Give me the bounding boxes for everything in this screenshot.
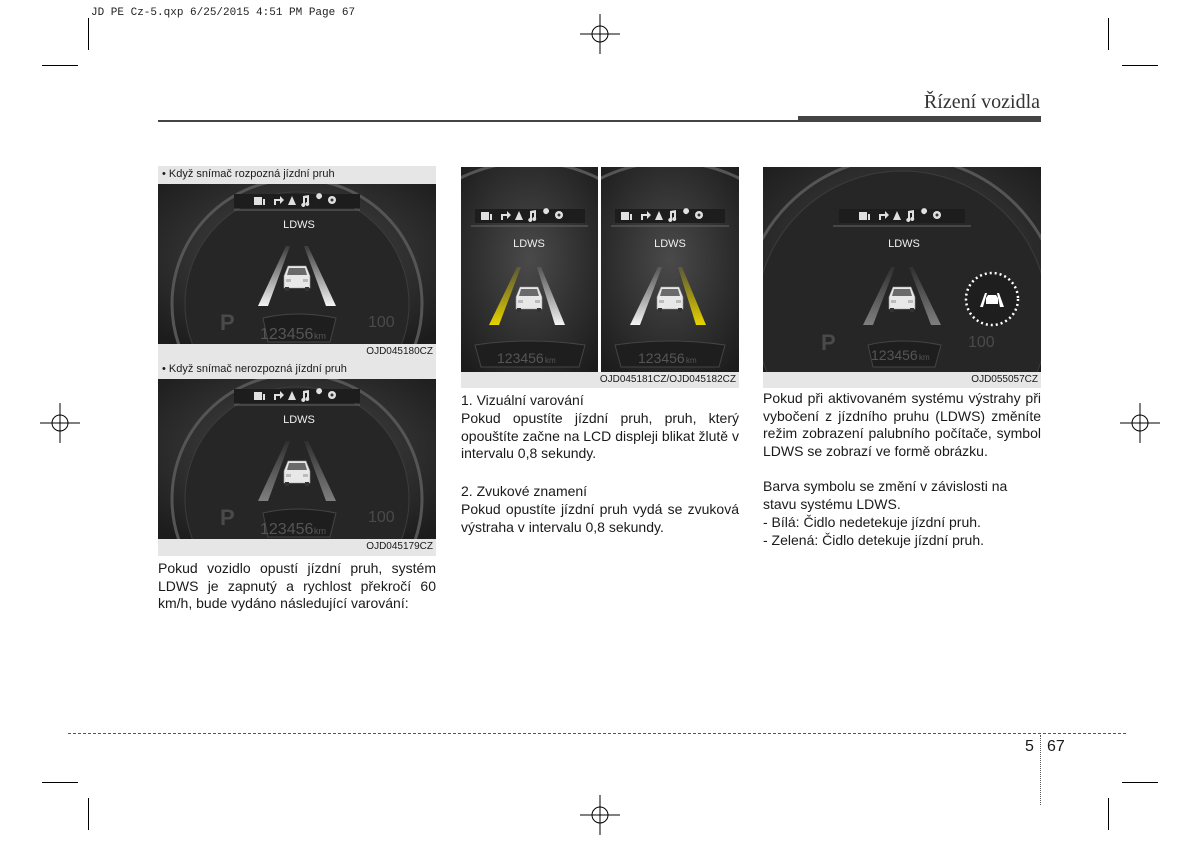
registration-mark — [40, 403, 80, 443]
crop-mark — [42, 782, 78, 783]
odometer-unit: km — [919, 353, 930, 362]
figure-code: OJD045179CZ — [158, 539, 436, 556]
figure-caption: • Když snímač nerozpozná jízdní pruh — [158, 361, 436, 379]
cluster-display-lane-detected — [158, 184, 436, 344]
ldws-label: LDWS — [654, 238, 686, 250]
ldws-label: LDWS — [513, 238, 545, 250]
body-paragraph: Pokud vozidlo opustí jízdní pruh, systém LDWS je zapnutý a rychlost překročí 60 km/h, bude vydáno následující varování: — [158, 560, 436, 611]
registration-mark — [1120, 403, 1160, 443]
cluster-display-ldws-symbol — [763, 167, 1041, 372]
page-number: 67 — [1047, 738, 1065, 755]
crop-mark — [42, 65, 78, 66]
print-header: JD PE Cz-5.qxp 6/25/2015 4:51 PM Page 67 — [91, 7, 356, 19]
crop-mark — [1122, 782, 1158, 783]
speed-readout: 100 — [968, 334, 995, 351]
section-title: Řízení vozidla — [923, 91, 1040, 113]
list-item: - Zelená: Čidlo detekuje jízdní pruh. — [763, 532, 985, 548]
crop-mark — [88, 798, 89, 830]
crop-mark — [1108, 18, 1109, 50]
odometer: 123456 — [260, 326, 314, 343]
figure-caption: • Když snímač rozpozná jízdní pruh — [158, 166, 436, 184]
odometer-unit: km — [314, 526, 326, 536]
crop-mark — [88, 18, 89, 50]
crop-mark — [1108, 798, 1109, 830]
odometer: 123456 — [497, 350, 544, 366]
gear-indicator: P — [821, 330, 836, 355]
odometer-unit: km — [686, 356, 697, 365]
figure-code: OJD055057CZ — [763, 372, 1041, 388]
list-item-title: 1. Vizuální varování — [461, 392, 584, 408]
page-divider — [1040, 735, 1042, 805]
odometer-unit: km — [545, 356, 556, 365]
gear-indicator: P — [220, 505, 235, 530]
odometer: 123456 — [638, 350, 685, 366]
registration-mark — [580, 14, 620, 54]
ldws-label: LDWS — [283, 219, 315, 231]
odometer-unit: km — [314, 331, 326, 341]
body-paragraph: Pokud při aktivovaném systému výstrahy při vybočení z jízdního pruhu (LDWS) změníte režim zobrazení palubního počítače, symbol LDWS se zobrazí ve formě obrázku. — [763, 390, 1041, 459]
speed-readout: 100 — [368, 314, 395, 331]
figure-code: OJD045180CZ — [158, 344, 436, 361]
crop-mark — [1122, 65, 1158, 66]
odometer: 123456 — [871, 347, 918, 363]
cluster-display-lane-not-detected — [158, 379, 436, 539]
body-paragraph: Barva symbolu se změní v závislosti na stavu systému LDWS. — [763, 478, 1008, 512]
footer-rule — [68, 733, 1126, 734]
registration-mark — [580, 795, 620, 835]
list-item-text: Pokud opustíte jízdní pruh, pruh, který opouštíte začne na LCD displeji blikat žlutě v intervalu 0,8 sekundy. — [461, 410, 739, 461]
list-item-title: 2. Zvukové znamení — [461, 483, 588, 499]
speed-readout: 100 — [368, 509, 395, 526]
figure-code: OJD045181CZ/OJD045182CZ — [461, 372, 739, 388]
cluster-display-left-warning — [461, 167, 598, 372]
list-item: - Bílá: Čidlo nedetekuje jízdní pruh. — [763, 514, 981, 530]
title-rule-accent — [798, 116, 1041, 122]
odometer: 123456 — [260, 521, 314, 538]
title-rule — [158, 120, 798, 122]
ldws-label: LDWS — [888, 238, 920, 250]
cluster-display-right-warning — [601, 167, 739, 372]
ldws-label: LDWS — [283, 414, 315, 426]
gear-indicator: P — [220, 310, 235, 335]
list-item-text: Pokud opustíte jízdní pruh vydá se zvuková výstraha v intervalu 0,8 sekundy. — [461, 501, 739, 535]
chapter-number: 5 — [1025, 738, 1034, 755]
